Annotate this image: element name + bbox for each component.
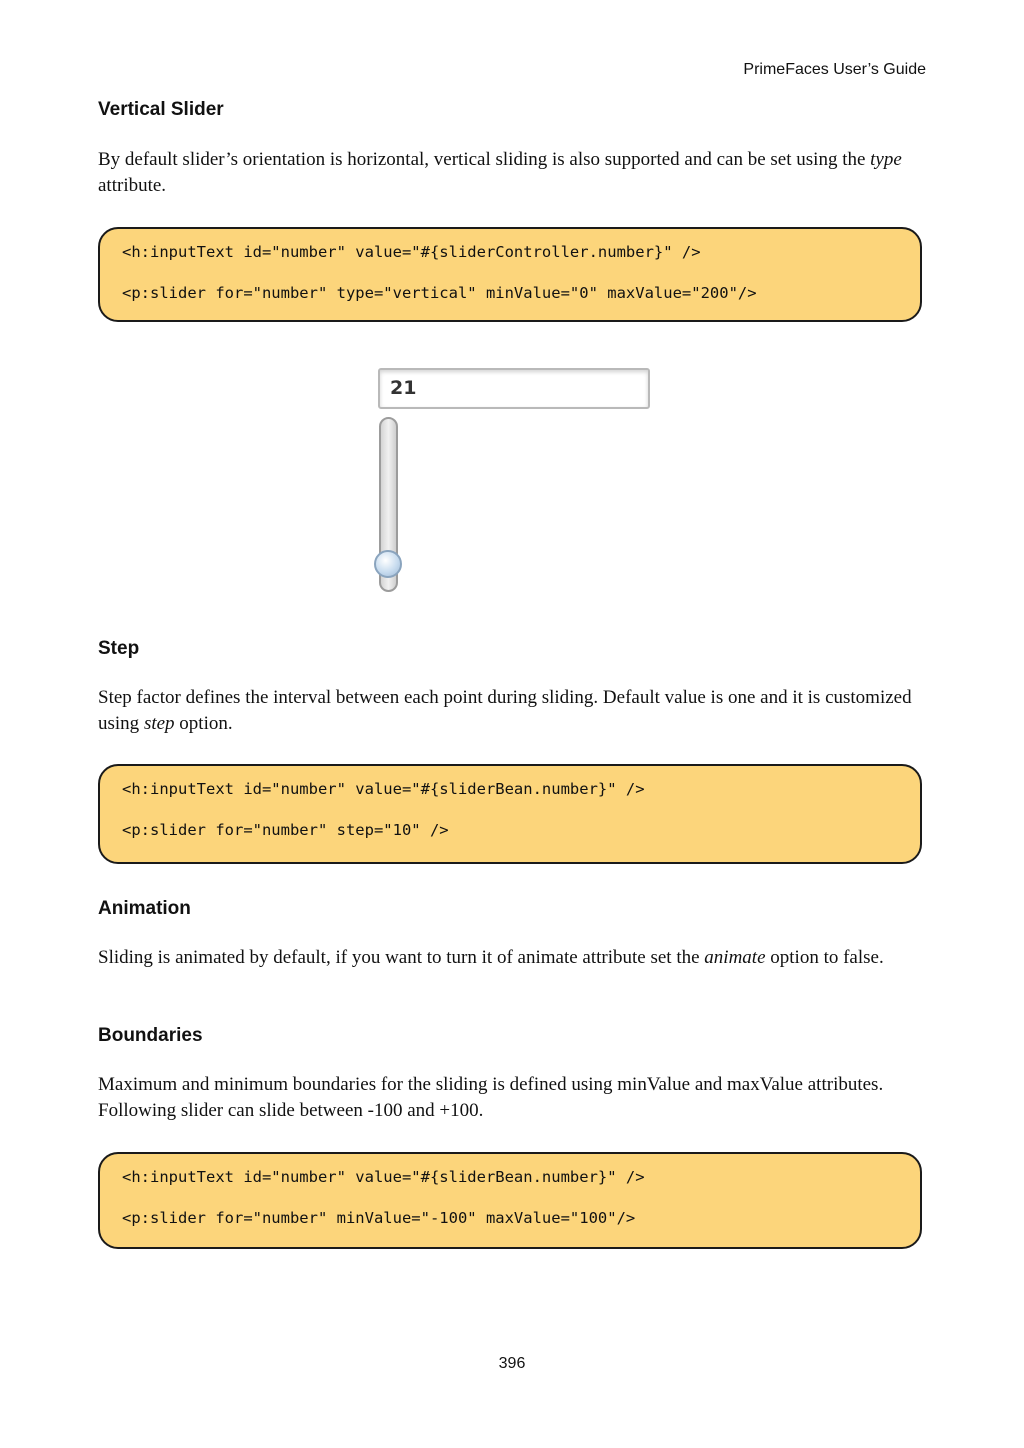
code-line: <p:slider for="number" step="10" /> bbox=[122, 821, 449, 839]
heading-boundaries: Boundaries bbox=[98, 1025, 203, 1046]
paragraph-animation: Sliding is animated by default, if you want to turn it of animate attribute set the animate option to false. bbox=[98, 947, 884, 968]
code-block-boundaries bbox=[98, 1152, 922, 1249]
paragraph-vertical-slider: By default slider’s orientation is horizontal, vertical sliding is also supported and can be set using the type attribute. bbox=[98, 149, 902, 196]
page-number: 396 bbox=[498, 1355, 526, 1372]
slider-handle[interactable] bbox=[374, 550, 402, 578]
slider-value-input[interactable]: 21 bbox=[378, 368, 650, 409]
paragraph-step: Step factor defines the interval between each point during sliding. Default value is one and it is customized using step option. bbox=[98, 687, 912, 734]
code-block-step bbox=[98, 764, 922, 864]
heading-vertical-slider: Vertical Slider bbox=[98, 99, 224, 120]
heading-step: Step bbox=[98, 638, 140, 659]
code-line: <h:inputText id="number" value="#{sliderBean.number}" /> bbox=[122, 1168, 645, 1186]
code-block-vertical-slider bbox=[98, 227, 922, 322]
code-line: <p:slider for="number" minValue="-100" maxValue="100"/> bbox=[122, 1209, 636, 1227]
code-line: <h:inputText id="number" value="#{sliderBean.number}" /> bbox=[122, 780, 645, 798]
code-line: <h:inputText id="number" value="#{sliderController.number}" /> bbox=[122, 243, 701, 261]
paragraph-boundaries: Maximum and minimum boundaries for the sliding is defined using minValue and maxValue attributes. Following slider can slide between -100 and +100. bbox=[98, 1074, 884, 1121]
heading-animation: Animation bbox=[98, 898, 191, 919]
code-line: <p:slider for="number" type="vertical" minValue="0" maxValue="200"/> bbox=[122, 284, 757, 302]
guide-title: PrimeFaces User’s Guide bbox=[743, 61, 926, 78]
